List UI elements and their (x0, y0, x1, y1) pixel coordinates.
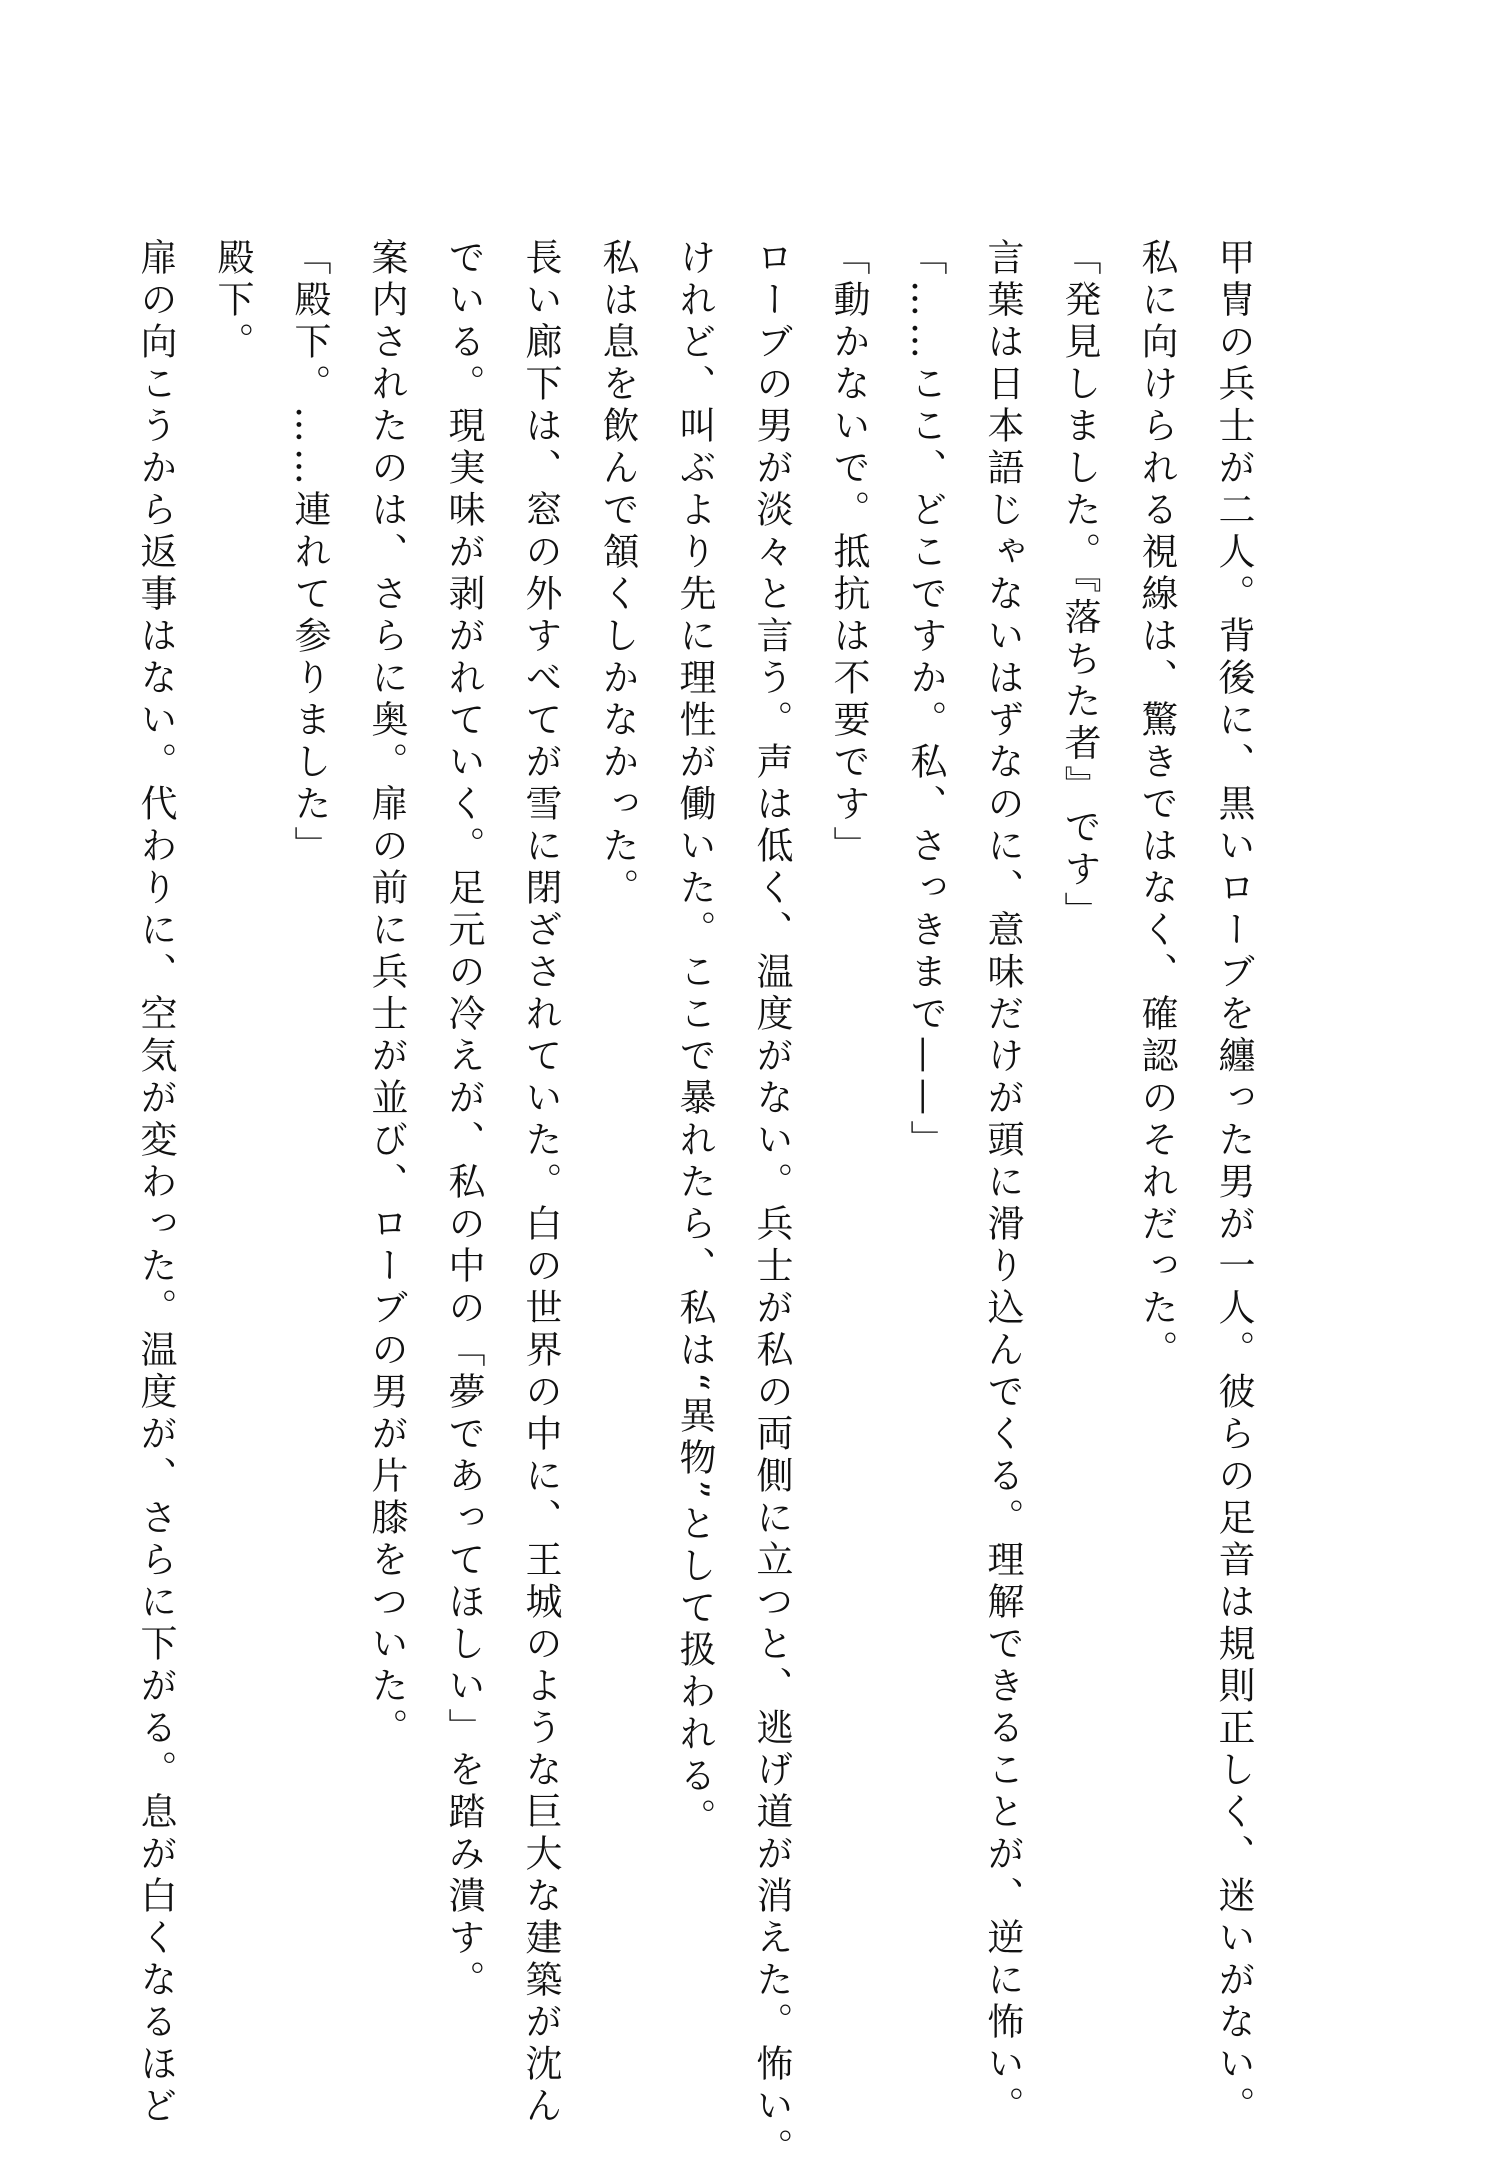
text-line: 「動かないで。抵抗は不要です」 (827, 238, 870, 868)
text-line: 「……ここ、どこですか。私、さっきまで——」 (904, 238, 947, 1162)
text-line: 殿下。 (211, 238, 254, 364)
text-line: 案内されたのは、さらに奥。扉の前に兵士が並び、ローブの男が片膝をついた。 (365, 238, 408, 1750)
text-line: 甲冑の兵士が二人。背後に、黒いローブを纏った男が一人。彼らの足音は規則正しく、迷いがない。 (1212, 238, 1255, 2128)
text-line: 言葉は日本語じゃないはずなのに、意味だけが頭に滑り込んでくる。理解できることが、逆に怖い。 (981, 238, 1024, 2128)
text-line: 扉の向こうから返事はない。代わりに、空気が変わった。温度が、さらに下がる。息が白くなるほど (134, 238, 177, 2128)
text-line: 長い廊下は、窓の外すべてが雪に閉ざされていた。白の世界の中に、王城のような巨大な建築が沈ん (519, 238, 562, 2128)
text-line: けれど、叫ぶより先に理性が働いた。ここで暴れたら、私は“異物”として扱われる。 (673, 238, 716, 1840)
text-line: 「殿下。……連れて参りました」 (288, 238, 331, 868)
text-line: 私は息を飲んで頷くしかなかった。 (596, 238, 639, 910)
text-line: ローブの男が淡々と言う。声は低く、温度がない。兵士が私の両側に立つと、逃げ道が消えた。怖い。 (750, 238, 793, 2170)
text-line: 「発見しました。『落ちた者』です」 (1058, 238, 1101, 934)
text-line: 私に向けられる視線は、驚きではなく、確認のそれだった。 (1135, 238, 1178, 1372)
vertical-text-body (117, 238, 1272, 2170)
text-line: でいる。現実味が剥がれていく。足元の冷えが、私の中の「夢であってほしい」を踏み潰す。 (442, 238, 485, 2002)
